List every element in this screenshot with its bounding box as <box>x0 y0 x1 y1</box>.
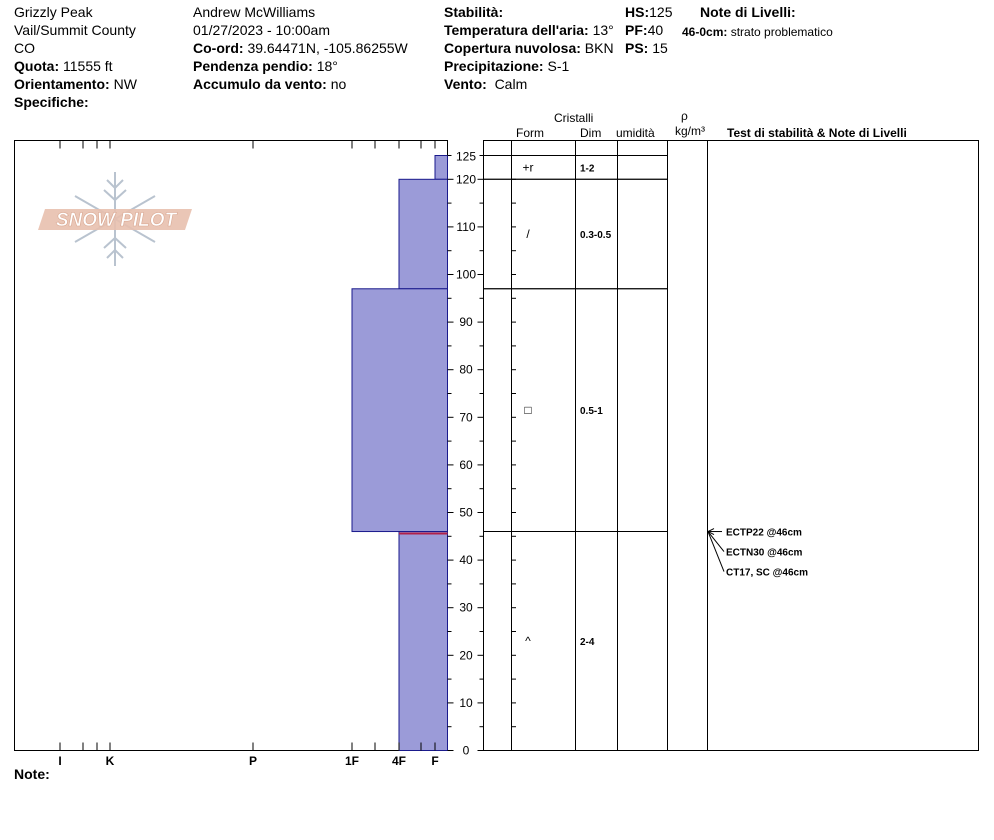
layer-notes-label: Note di Livelli: <box>700 4 796 20</box>
depth-label: 30 <box>459 600 473 615</box>
crystals-header: Cristalli <box>554 111 594 125</box>
crystal-form: / <box>526 227 530 242</box>
depth-label: 0 <box>462 743 470 758</box>
tests-notes-header: Test di stabilità & Note di Livelli <box>727 126 907 140</box>
pf-value: PF:40 <box>625 22 664 38</box>
slope-angle: Pendenza pendio: 18° <box>193 58 338 74</box>
hardness-label: P <box>248 754 258 768</box>
wind-loading: Accumulo da vento: no <box>193 76 347 92</box>
stability-label: Stabilità: <box>444 4 504 20</box>
datetime: 01/27/2023 - 10:00am <box>193 22 330 38</box>
depth-label: 100 <box>455 267 477 282</box>
size-header: Dim <box>580 126 602 140</box>
notes-label: Note: <box>14 766 50 782</box>
cloud-cover: Copertura nuvolosa: BKN <box>444 40 614 56</box>
hardness-layer-bar <box>399 532 448 751</box>
specifics-label: Specifiche: <box>14 94 89 110</box>
depth-label: 90 <box>459 315 473 330</box>
depth-label: 110 <box>456 219 476 234</box>
crystal-size: 0.3-0.5 <box>580 230 612 242</box>
depth-label: 70 <box>459 410 473 425</box>
density-unit-header: kg/m³ <box>675 124 705 138</box>
hs-value: HS:125 <box>625 4 673 20</box>
hardness-label: 1F <box>344 754 360 768</box>
depth-label: 125 <box>455 149 477 164</box>
ps-value: PS: 15 <box>625 40 668 56</box>
aspect: Orientamento: NW <box>14 76 137 92</box>
stability-test-note: ECTN30 @46cm <box>726 547 803 559</box>
observer: Andrew McWilliams <box>193 4 316 20</box>
crystal-table-frame <box>484 141 979 751</box>
state: CO <box>14 40 35 56</box>
form-header: Form <box>516 126 544 140</box>
crystal-size: 0.5-1 <box>580 406 603 418</box>
county: Vail/Summit County <box>14 22 136 38</box>
crystal-form: +r <box>522 160 534 175</box>
air-temperature: Temperatura dell'aria: 13° <box>444 22 614 38</box>
wind: Vento: Calm <box>444 76 528 92</box>
depth-label: 120 <box>455 172 477 187</box>
crystal-form: ^ <box>525 634 531 649</box>
depth-label: 80 <box>459 362 473 377</box>
depth-label: 10 <box>459 695 473 710</box>
layer-note: 46-0cm: strato problematico <box>682 25 833 39</box>
hardness-label: K <box>105 754 115 768</box>
stability-test-note: ECTP22 @46cm <box>726 527 802 539</box>
crystal-size: 2-4 <box>580 637 595 649</box>
location: Grizzly Peak <box>14 4 93 20</box>
crystal-size: 1-2 <box>580 163 595 175</box>
depth-label: 40 <box>459 553 473 568</box>
elevation: Quota: 11555 ft <box>14 58 113 74</box>
hardness-label: 4F <box>391 754 407 768</box>
density-rho-header: ρ <box>681 109 688 123</box>
hardness-layer-bar <box>352 289 448 532</box>
hardness-label: F <box>431 754 439 768</box>
test-pointer <box>708 532 724 572</box>
precipitation: Precipitazione: S-1 <box>444 58 570 74</box>
depth-label: 20 <box>459 648 473 663</box>
logo-text: SNOW PILOT <box>55 210 177 231</box>
moisture-header: umidità <box>616 126 655 140</box>
hardness-layer-bar <box>435 156 448 180</box>
hardness-label: I <box>58 754 62 768</box>
depth-label: 50 <box>459 505 473 520</box>
stability-test-note: CT17, SC @46cm <box>726 567 809 579</box>
crystal-form: □ <box>524 403 532 418</box>
depth-label: 60 <box>459 457 473 472</box>
test-pointer <box>708 532 724 552</box>
hardness-layer-bar <box>399 179 448 288</box>
coordinates: Co-ord: 39.64471N, -105.86255W <box>193 40 408 56</box>
